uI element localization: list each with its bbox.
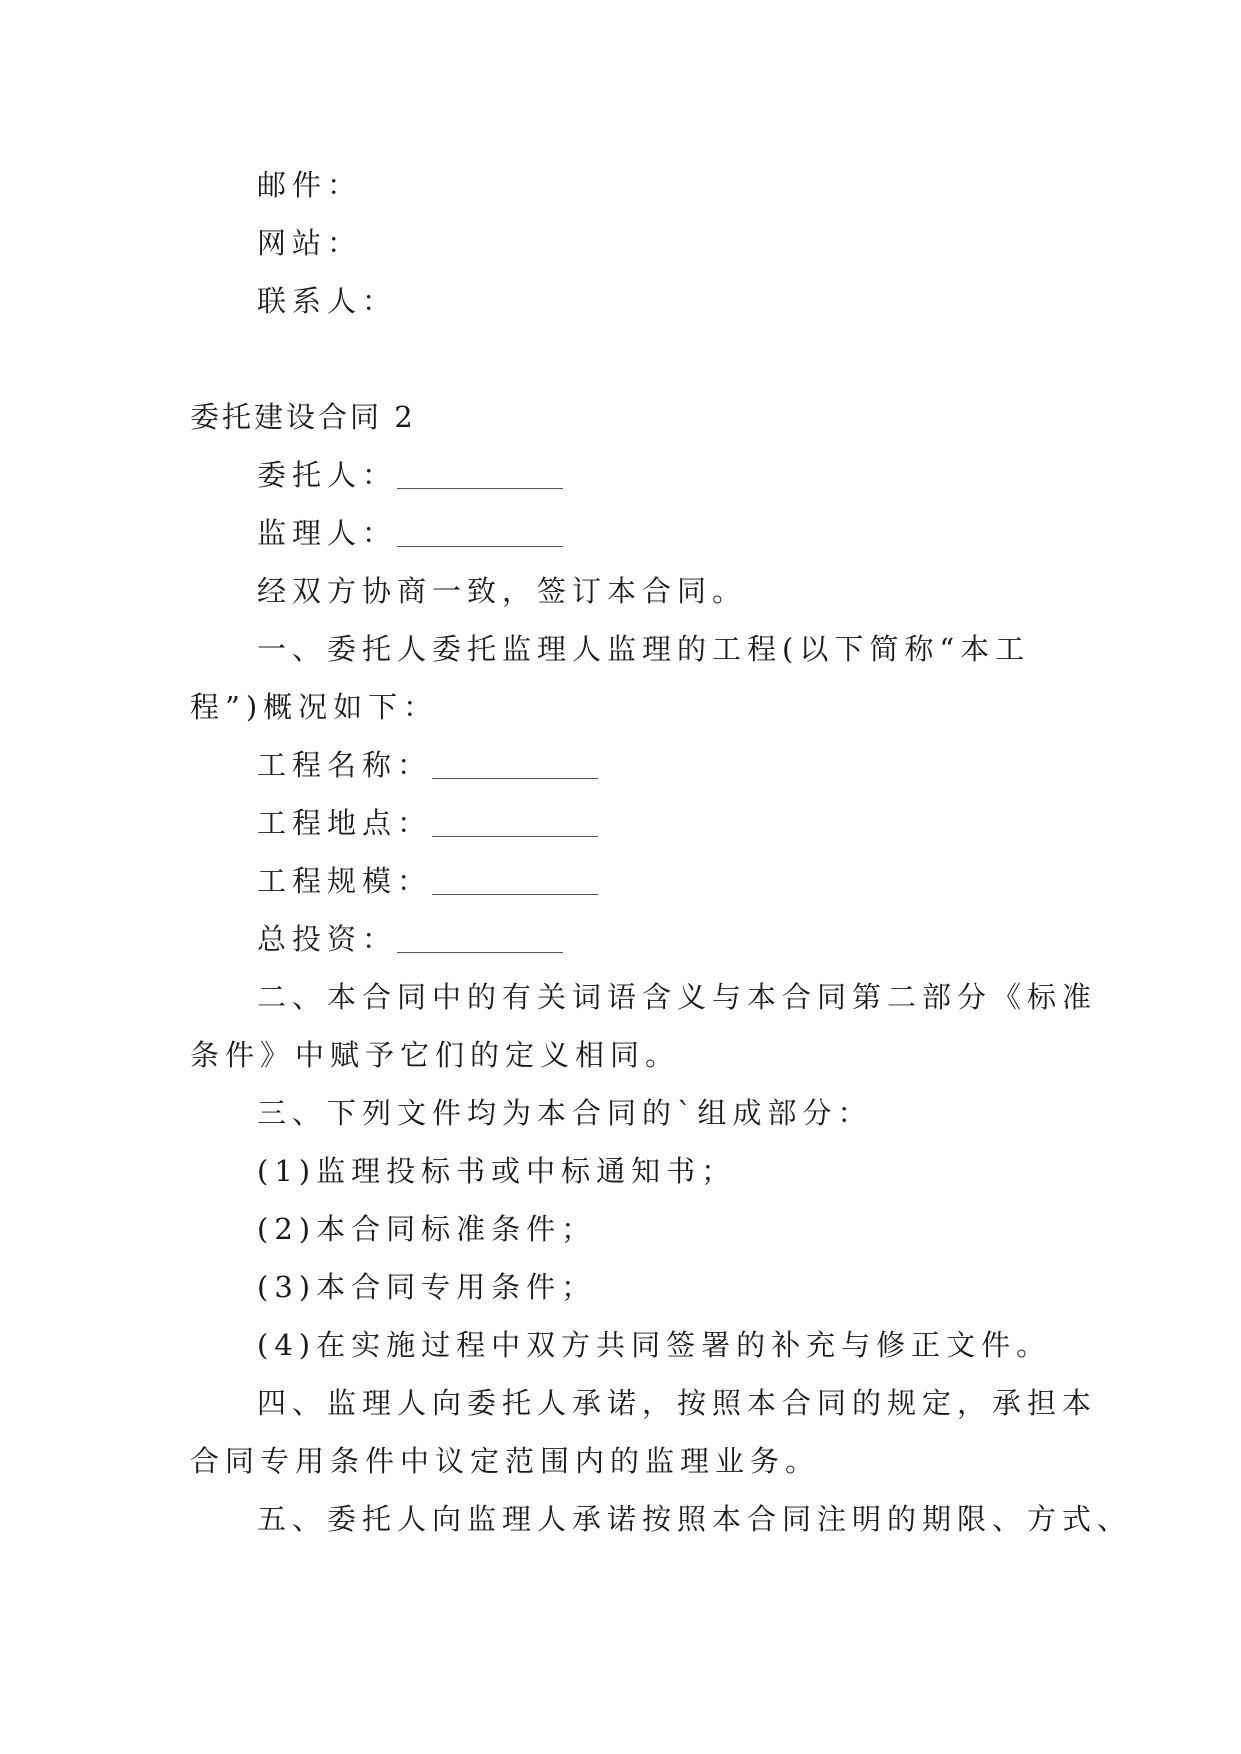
total-investment-field bbox=[257, 922, 563, 956]
clause-5-line-1: 五、委托人向监理人承诺按照本合同注明的期限、方式、 bbox=[257, 1502, 1133, 1536]
project-name-field bbox=[257, 748, 598, 782]
agreement-text: 经双方协商一致，签订本合同。 bbox=[257, 574, 748, 608]
project-name-label: 工程名称： bbox=[257, 748, 433, 782]
clause-4-line-2: 合同专用条件中议定范围内的监理业务。 bbox=[190, 1444, 821, 1478]
supervisor-label: 监理人： bbox=[257, 516, 398, 550]
clause-4-line-1: 四、监理人向委托人承诺，按照本合同的规定，承担本 bbox=[257, 1386, 1098, 1420]
clause-3-heading: 三、下列文件均为本合同的`组成部分： bbox=[257, 1096, 873, 1130]
project-location-label: 工程地点： bbox=[257, 806, 433, 840]
total-investment-blank bbox=[397, 928, 563, 953]
clause-3-item: (3)本合同专用条件； bbox=[257, 1270, 597, 1304]
client-blank bbox=[397, 464, 563, 489]
project-scale-label: 工程规模： bbox=[257, 864, 433, 898]
clause-2-line-1: 二、本合同中的有关词语含义与本合同第二部分《标准 bbox=[257, 980, 1098, 1014]
email-label: 邮件： bbox=[257, 168, 363, 202]
client-label: 委托人： bbox=[257, 458, 398, 492]
clause-3-item: (1)监理投标书或中标通知书； bbox=[257, 1154, 737, 1188]
project-scale-field bbox=[257, 864, 598, 898]
total-investment-label: 总投资： bbox=[257, 922, 398, 956]
project-scale-blank bbox=[432, 870, 598, 895]
project-name-blank bbox=[432, 754, 598, 779]
website-label: 网站： bbox=[257, 226, 363, 260]
clause-1-line-1: 一、委托人委托监理人监理的工程(以下简称“本工 bbox=[257, 632, 1031, 666]
project-location-field bbox=[257, 806, 598, 840]
contact-person-label: 联系人： bbox=[257, 284, 398, 318]
contract-title: 委托建设合同 2 bbox=[190, 400, 416, 434]
clause-3-item: (2)本合同标准条件； bbox=[257, 1212, 597, 1246]
project-location-blank bbox=[432, 812, 598, 837]
clause-1-line-2: 程”)概况如下： bbox=[190, 690, 439, 724]
client-field bbox=[257, 458, 563, 492]
supervisor-field bbox=[257, 516, 563, 550]
supervisor-blank bbox=[397, 522, 563, 547]
clause-2-line-2: 条件》中赋予它们的定义相同。 bbox=[190, 1038, 681, 1072]
clause-3-item: (4)在实施过程中双方共同签署的补充与修正文件。 bbox=[257, 1328, 1052, 1362]
